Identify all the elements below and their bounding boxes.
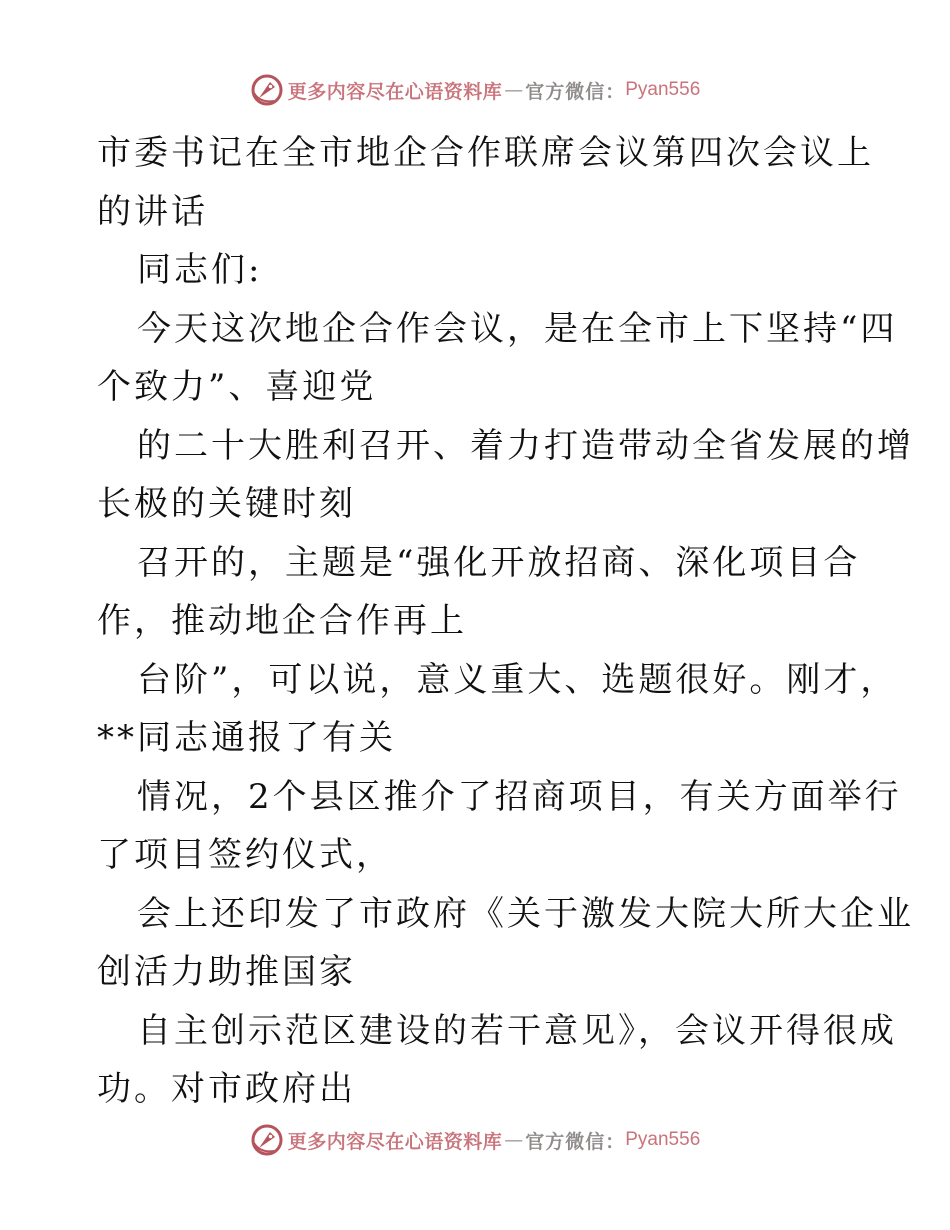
text-line: 今天这次地企合作会议，是在全市上下坚持“四 [137,308,898,349]
text-line: 长极的关键时刻 [97,484,356,524]
text-line: **同志通报了有关 [97,718,396,758]
text-line: 自主创示范区建设的若干意见》，会议开得很成 [137,1010,897,1051]
text-line: 功。对市政府出 [97,1069,356,1109]
text-line: 台阶”，可以说，意义重大、选题很好。刚才， [137,659,898,700]
watermark-wechat-label: 官方微信： [525,80,626,103]
text-line: 召开的，主题是“强化开放招商、深化项目合 [137,542,861,583]
text-line: 会上还印发了市政府《关于激发大院大所大企业 [137,893,914,934]
watermark-separator: — [504,79,524,101]
pen-nib-logo-icon [250,73,284,107]
watermark-site-name: 更多内容尽在心语资料库 [287,1130,503,1153]
text-line: 的二十大胜利召开、着力打造带动全省发展的增 [137,425,914,466]
text-line: 创活力助推国家 [97,952,356,992]
watermark-site-name: 更多内容尽在心语资料库 [287,80,503,103]
pen-nib-logo-icon [250,1123,284,1157]
watermark-wechat-id: Pyan556 [625,1129,701,1150]
footer-watermark [0,1120,950,1160]
text-line: 作，推动地企合作再上 [97,601,467,641]
watermark-wechat-label: 官方微信： [525,1130,626,1153]
salutation: 同志们: [137,250,263,290]
text-line: 情况，2个县区推介了招商项目，有关方面举行 [137,776,902,817]
watermark-wechat-id: Pyan556 [625,79,701,100]
document-title-line: 市委书记在全市地企合作联席会议第四次会议上 [97,133,874,173]
header-watermark [0,70,950,110]
text-line: 个致力”、喜迎党 [97,367,377,407]
watermark-separator: — [504,1129,524,1151]
text-line: 了项目签约仪式， [97,835,393,875]
document-title-line: 的讲话 [97,191,208,232]
document-body [97,124,914,1119]
